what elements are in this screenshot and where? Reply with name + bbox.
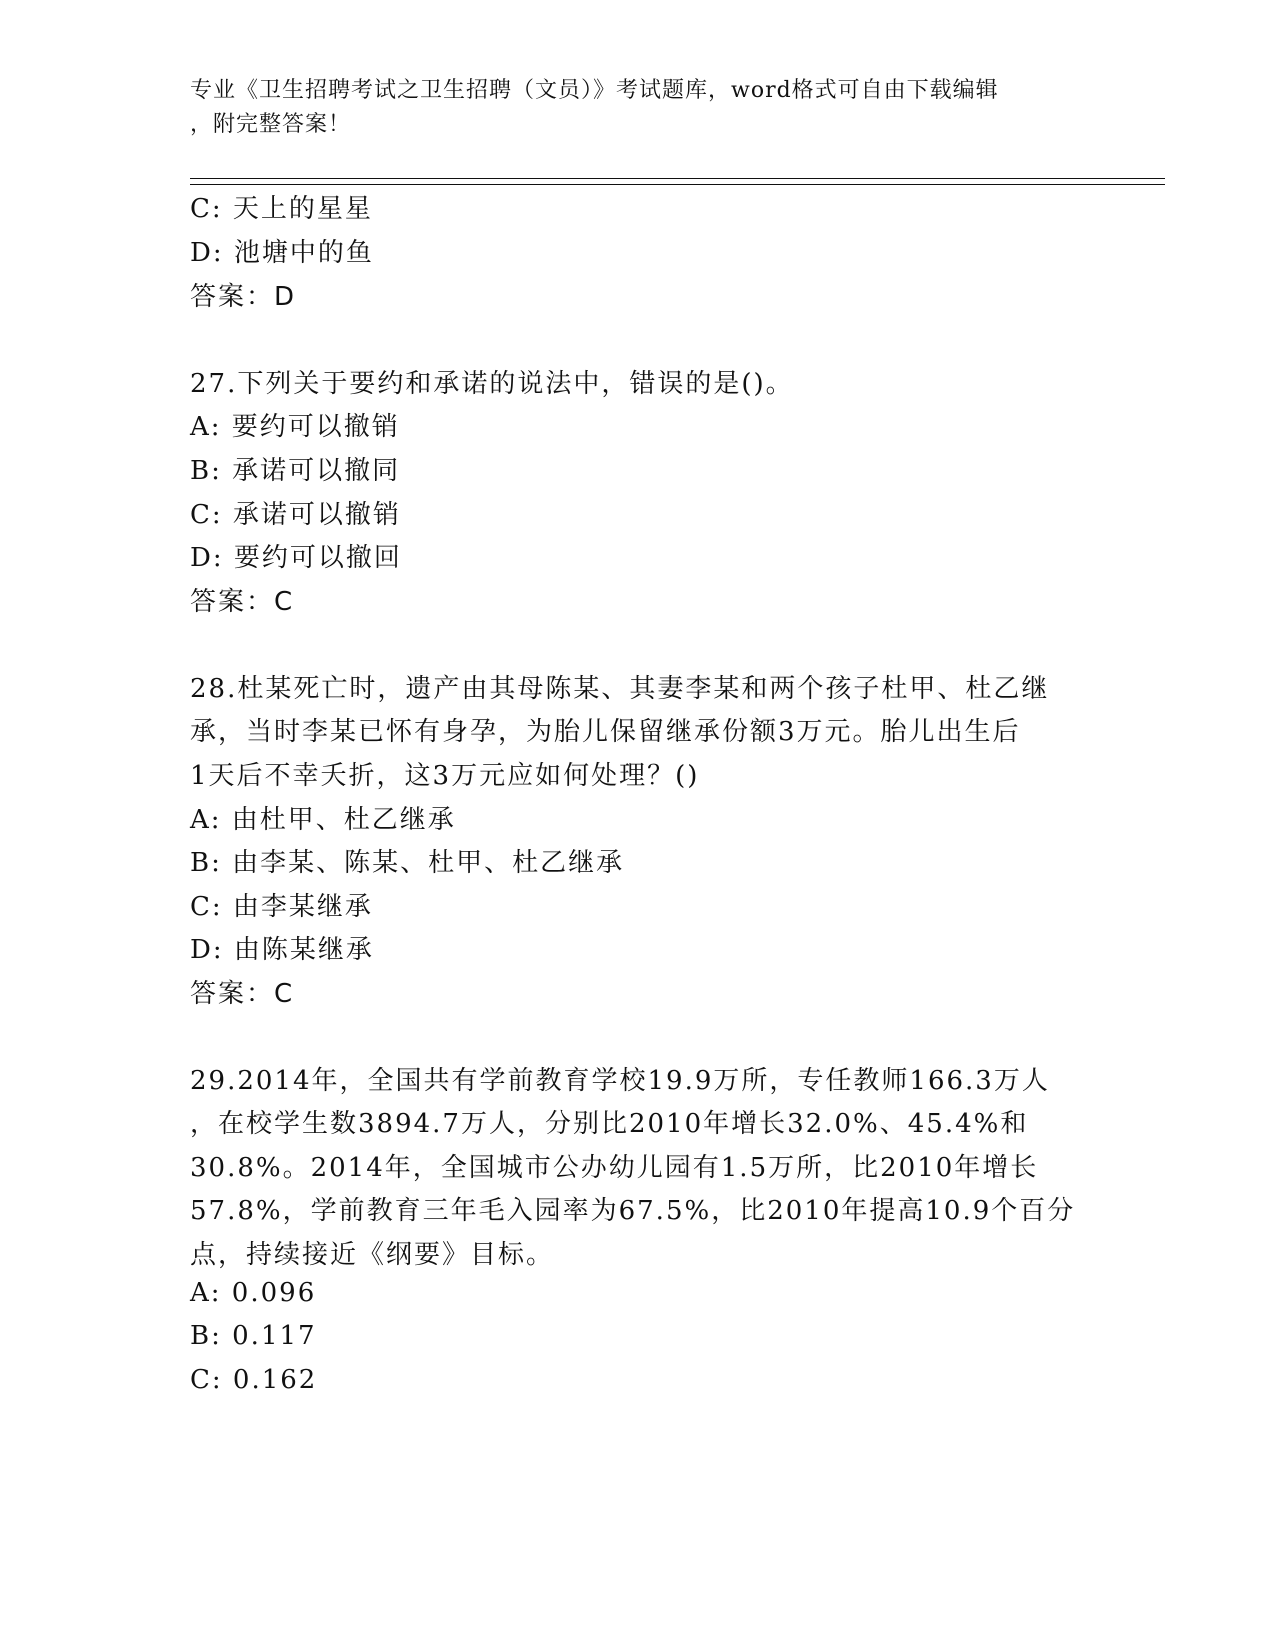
q27-answer: 答案：C [190, 587, 295, 617]
q28-option-d: D: 由陈某继承 [190, 935, 374, 965]
q29-stem-line-2: ，在校学生数3894.7万人，分别比2010年增长32.0%、45.4%和 [190, 1109, 1029, 1139]
q28-stem-line-3: 1天后不幸夭折，这3万元应如何处理？() [190, 761, 700, 791]
q27-option-c: C: 承诺可以撤销 [190, 500, 401, 530]
q27-option-d: D: 要约可以撤回 [190, 543, 402, 573]
q28-option-c: C: 由李某继承 [190, 892, 373, 922]
q29-stem-line-1: 29.2014年，全国共有学前教育学校19.9万所，专任教师166.3万人 [190, 1066, 1050, 1096]
page-header [190, 74, 1090, 142]
q29-stem-line-3: 30.8%。2014年，全国城市公办幼儿园有1.5万所，比2010年增长 [190, 1153, 1039, 1183]
header-rule-top [190, 178, 1165, 179]
q26-option-d: D: 池塘中的鱼 [190, 238, 374, 268]
q27-option-b: B: 承诺可以撤同 [190, 456, 401, 486]
q28-stem-line-2: 承，当时李某已怀有身孕，为胎儿保留继承份额3万元。胎儿出生后 [190, 717, 1021, 747]
q29-option-c: C: 0.162 [190, 1365, 318, 1395]
q28-option-a: A: 由杜甲、杜乙继承 [190, 805, 456, 835]
q29-option-a: A: 0.096 [190, 1278, 317, 1308]
q27-stem: 27.下列关于要约和承诺的说法中，错误的是()。 [190, 369, 794, 399]
q26-option-c: C: 天上的星星 [190, 194, 373, 224]
q27-option-a: A: 要约可以撤销 [190, 412, 400, 442]
q26-answer: 答案：D [190, 282, 297, 312]
q29-stem-line-4: 57.8%，学前教育三年毛入园率为67.5%，比2010年提高10.9个百分 [190, 1196, 1076, 1226]
header-line-2: ，附完整答案！ [190, 112, 352, 137]
header-line-1: 专业《卫生招聘考试之卫生招聘（文员）》考试题库，word格式可自由下载编辑 [190, 78, 999, 103]
header-rule-bottom [190, 184, 1165, 185]
q29-option-b: B: 0.117 [190, 1321, 317, 1351]
q29-stem-line-5: 点，持续接近《纲要》目标。 [190, 1240, 555, 1270]
q28-stem-line-1: 28.杜某死亡时，遗产由其母陈某、其妻李某和两个孩子杜甲、杜乙继 [190, 674, 1050, 704]
q28-answer: 答案：C [190, 979, 295, 1009]
q28-option-b: B: 由李某、陈某、杜甲、杜乙继承 [190, 848, 625, 878]
